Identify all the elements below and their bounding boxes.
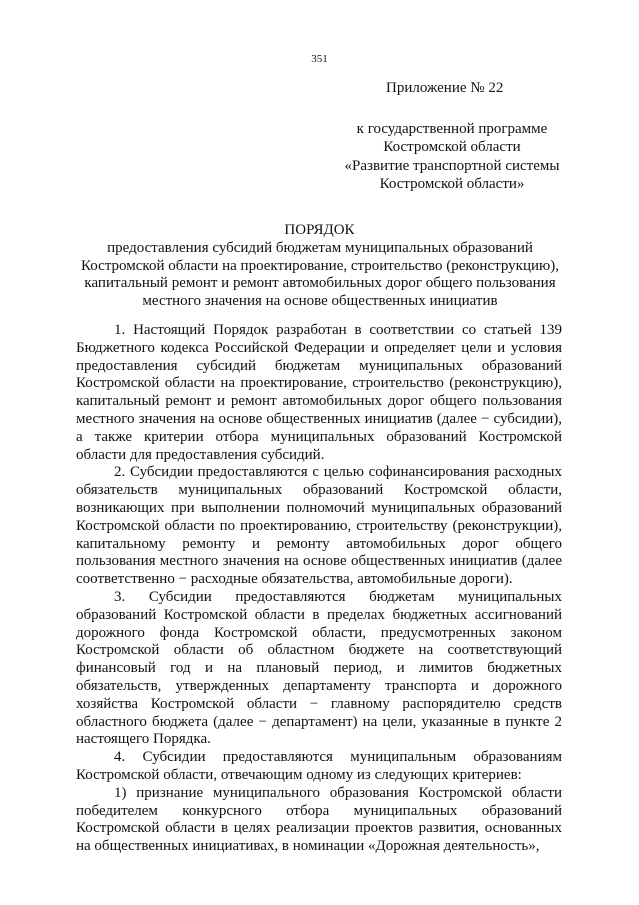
annex-title: Приложение № 22: [386, 80, 504, 96]
paragraph-3: 3. Субсидии предоставляются бюджетам муниципальных образований Костромской области в пределах бюджетных ассигнований дорожного фонда Костромской области, предусмотренных законом Костромской области об областном бюджете на соответствующий финансовый год и на плановый период, и лимитов бюджетных обязательств, утвержденных департаменту транспорта и дорожного хозяйства Костромской области − главному распорядителю средств областного бюджета (далее − департамент) на цели, указанные в пункте 2 настоящего Порядка.: [76, 588, 562, 748]
paragraph-2: 2. Субсидии предоставляются с целью софинансирования расходных обязательств муниципальных образований Костромской области, возникающих при выполнении полномочий муниципальных образований Костромской области по проектированию, строительству (реконструкции), капитальному ремонту и ремонту автомобильных дорог общего пользования местного значения на основе общественных инициатив (далее соответственно − расходные обязательства, автомобильные дороги).: [76, 464, 562, 588]
annex-line: «Развитие транспортной системы: [344, 157, 560, 174]
paragraph-4: 4. Субсидии предоставляются муниципальным образованиям Костромской области, отвечающим одному из следующих критериев:: [76, 749, 562, 783]
document-heading: ПОРЯДОК: [284, 222, 355, 238]
document-subheading: предоставления субсидий бюджетам муниципальных образований Костромской области на проектирование, строительство (реконструкцию), капитальный ремонт и ремонт автомобильных дорог общего пользования местного значения на основе общественных инициатив: [81, 240, 559, 310]
annex-line: Костромской области: [383, 139, 521, 156]
paragraph-1: 1. Настоящий Порядок разработан в соответствии со статьей 139 Бюджетного кодекса Российской Федерации и определяет цели и условия предоставления субсидий бюджетам муниципальных образований Костромской области на проектирование, строительство (реконструкцию), капитальный ремонт и ремонт автомобильных дорог общего пользования местного значения на основе общественных инициатив (далее − субсидии), а также критерии отбора муниципальных образований Костромской области для предоставления субсидий.: [76, 322, 562, 463]
annex-line: Костромской области»: [379, 175, 525, 192]
page-number: 351: [311, 53, 328, 65]
document-body: [76, 322, 562, 856]
paragraph-4-1: 1) признание муниципального образования Костромской области победителем конкурсного отбора муниципальных образований Костромской области в целях реализации проектов развития, основанных на общественных инициативах, в номинации «Дорожная деятельность»,: [76, 784, 562, 855]
annex-line: к государственной программе: [356, 121, 548, 137]
annex-reference: [330, 120, 574, 193]
